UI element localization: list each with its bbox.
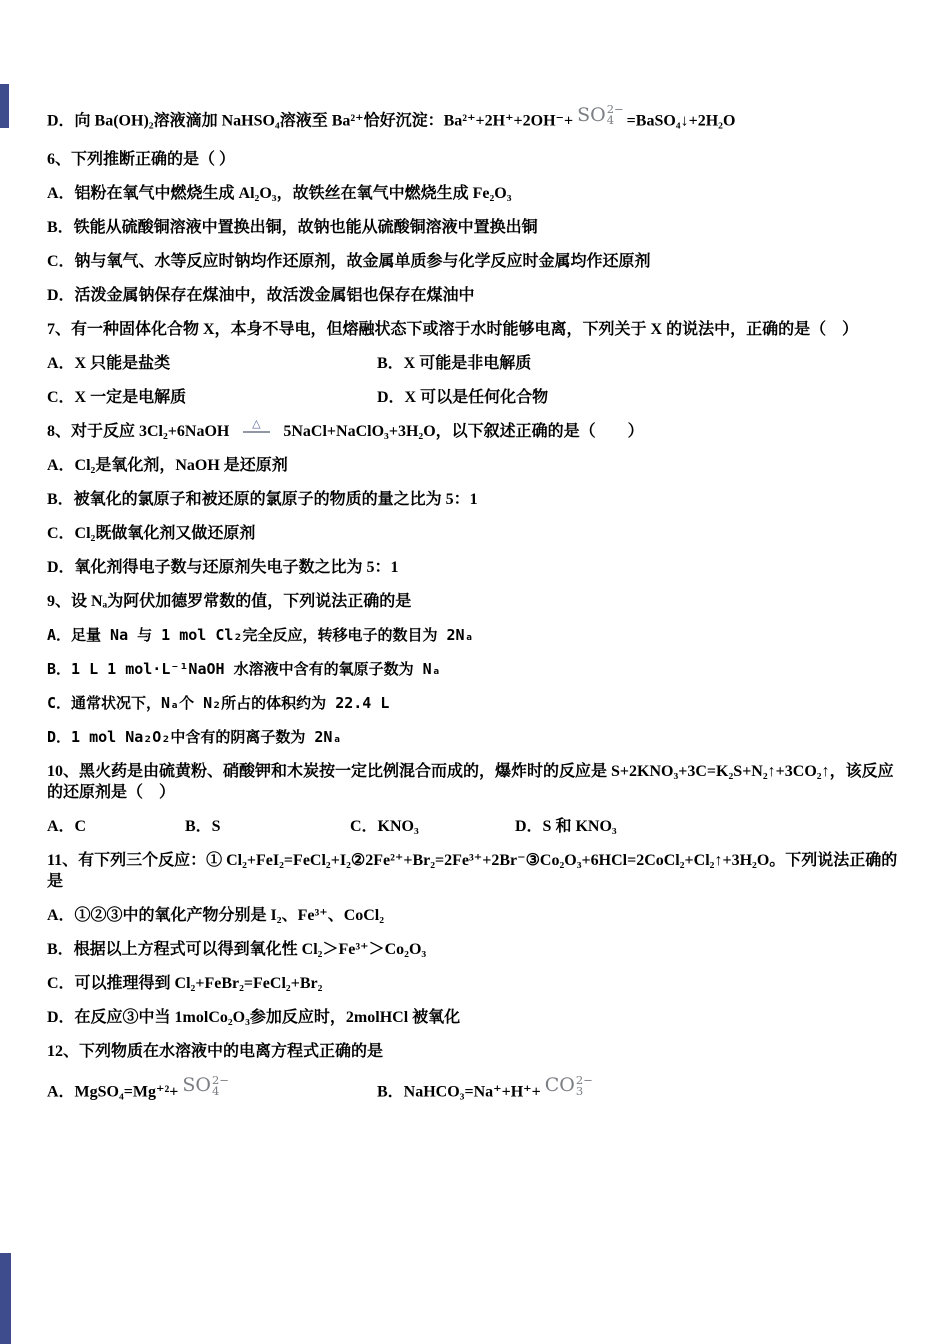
ion-superscript: 2− <box>575 1072 593 1087</box>
question-11-option-a: A．①②③中的氧化产物分别是 I₂、Fe³⁺、CoCl₂ <box>47 906 385 924</box>
question-9 <box>47 591 906 748</box>
binding-mark-top <box>0 84 9 128</box>
question-10-options-row <box>47 816 906 837</box>
question-8-option-a: A．Cl₂是氧化剂，NaOH 是还原剂 <box>47 456 288 474</box>
ion-base: SO <box>577 103 606 126</box>
option-text: =BaSO₄↓+2H₂O <box>626 112 736 130</box>
ion-subscript: 4 <box>606 113 615 127</box>
ion-base: SO <box>182 1074 211 1096</box>
sulfate-ion-formula <box>577 104 624 126</box>
question-11-option-d: D．在反应③中当 1molCo₂O₃参加反应时，2molHCl 被氧化 <box>47 1008 461 1026</box>
ion-scripts <box>575 1072 593 1098</box>
question-8-option-c: C．Cl₂既做氧化剂又做还原剂 <box>47 524 256 542</box>
question-9-option-d: D．1 mol Na₂O₂中含有的阴离子数为 2Nₐ <box>47 727 342 746</box>
ion-subscript: 4 <box>211 1083 220 1098</box>
question-7-options-row-2 <box>47 387 906 408</box>
question-12-options-row <box>47 1072 906 1103</box>
delta-icon: △ <box>243 419 269 433</box>
stem-text: 5NaCl+NaClO₃+3H₂O，以下叙述正确的是（ ） <box>283 422 644 440</box>
question-9-stem: 9、设 Nₐ为阿伏加德罗常数的值，下列说法正确的是 <box>47 592 412 610</box>
question-11-stem: 11、有下列三个反应：① Cl₂+FeI₂=FeCl₂+I₂②2Fe²⁺+Br₂=2Fe³⁺+2Br⁻③Co₂O₃+6HCl=2CoCl₂+Cl₂↑+3H₂O。下列说法正确的是 <box>47 851 898 890</box>
question-7-options-row-1 <box>47 353 906 374</box>
question-6-option-a: A．铝粉在氧气中燃烧生成 Al₂O₃，故铁丝在氧气中燃烧生成 Fe₂O₃ <box>47 184 512 202</box>
question-8-option-d: D．氧化剂得电子数与还原剂失电子数之比为 5：1 <box>47 558 399 576</box>
question-7-option-a: A．X 只能是盐类 <box>47 354 171 372</box>
question-12-stem: 12、下列物质在水溶液中的电离方程式正确的是 <box>47 1042 384 1060</box>
option-text: D．向 Ba(OH)₂溶液滴加 NaHSO₄溶液至 Ba²⁺恰好沉淀：Ba²⁺+2H⁺+2OH⁻+ <box>47 112 574 130</box>
question-10-option-d: D．S 和 KNO₃ <box>515 817 617 835</box>
question-12 <box>47 1041 906 1103</box>
option-text: A．MgSO₄=Mg⁺²+ <box>47 1083 179 1100</box>
question-10-option-c: C．KNO₃ <box>350 817 419 835</box>
question-10 <box>47 761 906 837</box>
question-8 <box>47 417 906 578</box>
option-text: B．NaHCO₃=Na⁺+H⁺+ <box>377 1083 541 1100</box>
question-11-option-b: B．根据以上方程式可以得到氧化性 Cl₂＞Fe³⁺＞Co₂O₃ <box>47 940 427 958</box>
question-6-stem: 6、下列推断正确的是（ ） <box>47 150 236 168</box>
question-10-option-a: A．C <box>47 817 87 835</box>
ion-scripts <box>607 104 624 126</box>
question-11-option-c: C．可以推理得到 Cl₂+FeBr₂=FeCl₂+Br₂ <box>47 974 323 992</box>
question-6 <box>47 149 906 306</box>
binding-mark-bottom <box>0 1253 11 1344</box>
question-9-option-a: A．足量 Na 与 1 mol Cl₂完全反应，转移电子的数目为 2Nₐ <box>47 625 474 644</box>
question-10-option-b: B．S <box>185 817 221 835</box>
question-8-option-b: B．被氧化的氯原子和被还原的氯原子的物质的量之比为 5：1 <box>47 490 478 508</box>
question-7-option-d: D．X 可以是任何化合物 <box>377 388 549 406</box>
question-8-stem <box>47 417 906 442</box>
ion-base: CO <box>544 1074 575 1096</box>
ion-superscript: 2− <box>211 1072 229 1087</box>
question-6-option-c: C．钠与氧气、水等反应时钠均作还原剂，故金属单质参与化学反应时金属均作还原剂 <box>47 252 651 270</box>
ion-scripts <box>211 1072 229 1098</box>
exam-content <box>47 104 906 1115</box>
ion-superscript: 2− <box>606 102 624 116</box>
sulfate-ion-formula <box>182 1072 229 1098</box>
question-7 <box>47 319 906 408</box>
question-10-stem: 10、黑火药是由硫黄粉、硝酸钾和木炭按一定比例混合而成的，爆炸时的反应是 S+2KNO₃+3C=K₂S+N₂↑+3CO₂↑，该反应的还原剂是（ ） <box>47 762 894 801</box>
question-6-option-d: D．活泼金属钠保存在煤油中，故活泼金属铝也保存在煤油中 <box>47 286 475 304</box>
question-7-option-b: B．X 可能是非电解质 <box>377 354 532 372</box>
question-12-option-a <box>47 1072 377 1103</box>
carbonate-ion-formula <box>544 1072 593 1098</box>
question-7-option-c: C．X 一定是电解质 <box>47 388 187 406</box>
question-11 <box>47 850 906 1028</box>
question-12-option-b <box>377 1072 906 1103</box>
question-7-stem: 7、有一种固体化合物 X，本身不导电，但熔融状态下或溶于水时能够电离，下列关于 X 的说法中，正确的是（ ） <box>47 320 859 338</box>
question-9-option-b: B．1 L 1 mol·L⁻¹NaOH 水溶液中含有的氧原子数为 Nₐ <box>47 659 441 678</box>
stem-text: 8、对于反应 3Cl₂+6NaOH <box>47 422 230 440</box>
question-6-option-b: B．铁能从硫酸铜溶液中置换出铜，故钠也能从硫酸铜溶液中置换出铜 <box>47 218 538 236</box>
question-5-option-d-fragment <box>47 104 906 132</box>
question-9-option-c: C．通常状况下，Nₐ个 N₂所占的体积约为 22.4 L <box>47 693 390 712</box>
reaction-condition-delta <box>229 417 283 442</box>
ion-subscript: 3 <box>575 1083 584 1098</box>
